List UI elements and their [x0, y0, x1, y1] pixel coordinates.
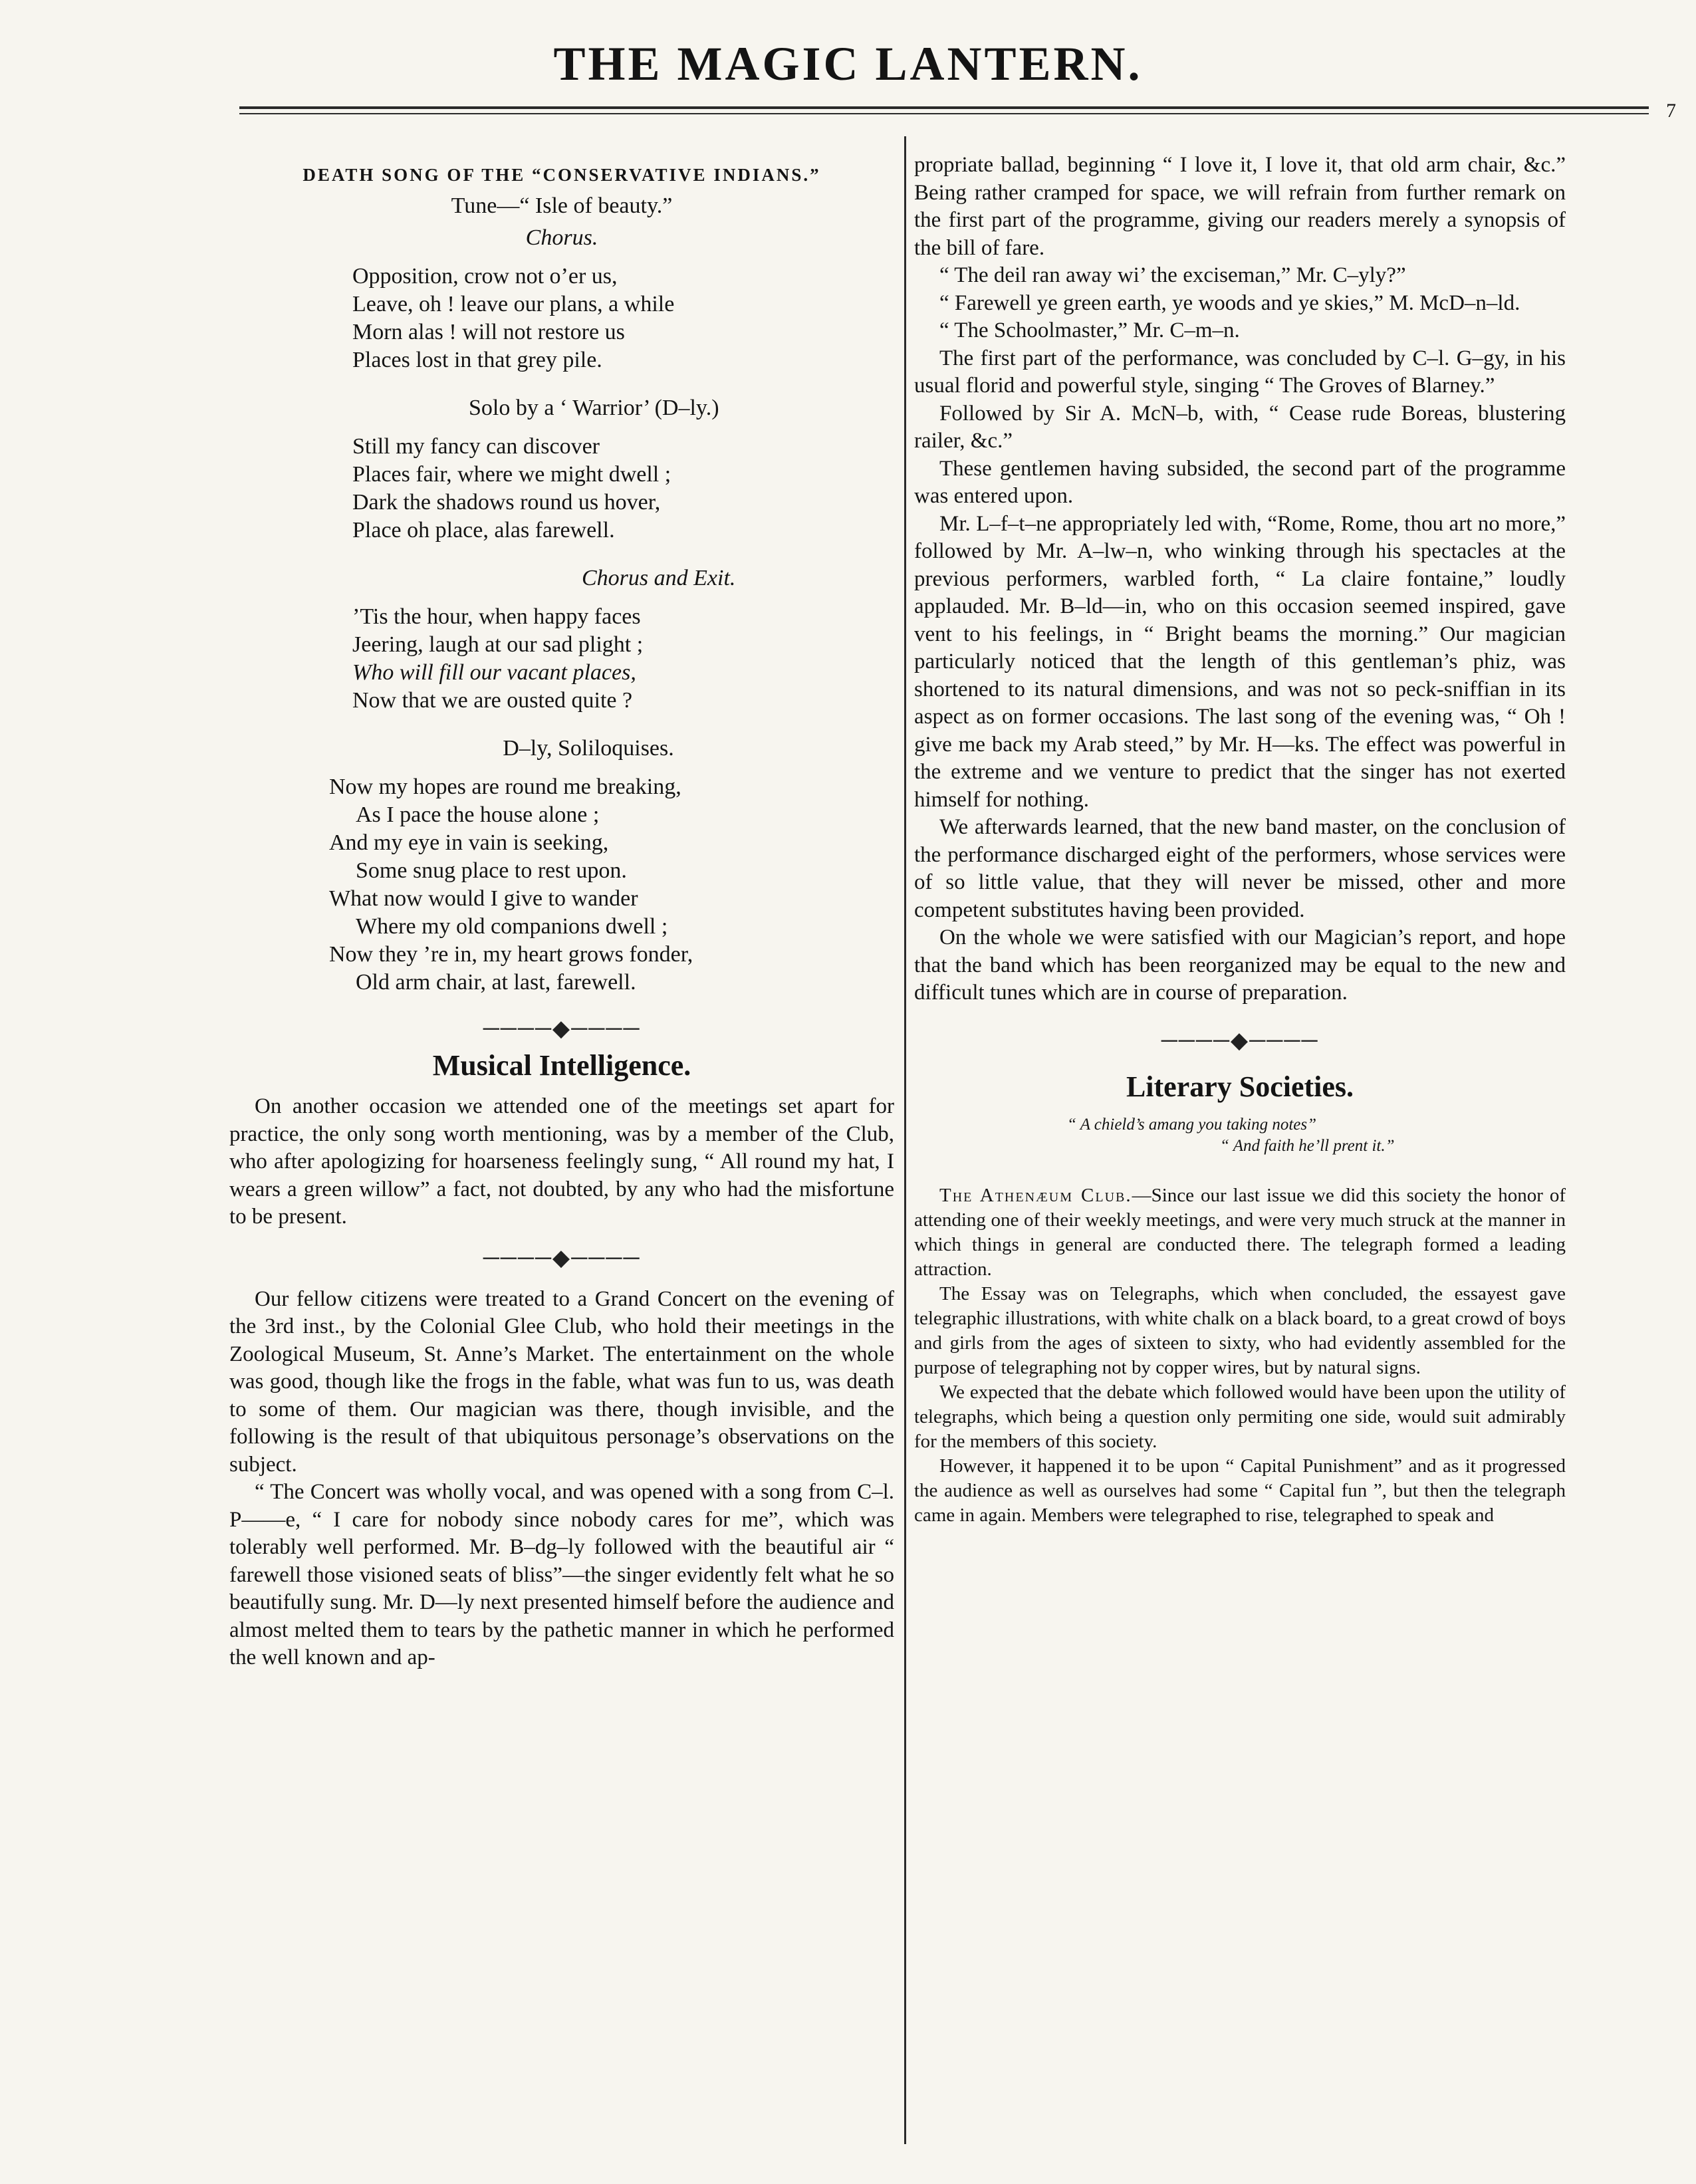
chorus-exit-heading: Chorus and Exit.: [582, 566, 736, 590]
verse-line: Places lost in that grey pile.: [352, 348, 602, 372]
section-ornament: ────◆────: [1161, 1028, 1319, 1053]
club-name: The Athenæum Club.: [939, 1184, 1132, 1206]
verse-line: Morn alas ! will not restore us: [352, 320, 625, 344]
section-ornament: ────◆────: [483, 1017, 641, 1041]
verse-line: Who will fill our vacant places,: [352, 660, 636, 685]
verse-line: What now would I give to wander: [329, 886, 638, 911]
article-paragraph: “ The Concert was wholly vocal, and was opened with a song from C–l. P——e, “ I care for nobody since nobody cares for me”, which was tolerably well performed. Mr. B–dg–ly followed with the beautiful air “ farewell those visioned seats of bliss”—the singer evidently felt what he so beautifully sung. Mr. D—ly next presented himself before the audience and almost melted them to tears by the pathetic manner in which he performed the well known and ap-: [229, 1480, 894, 1669]
song-tune: Tune—“ Isle of beauty.”: [451, 193, 673, 218]
verse-line: Places fair, where we might dwell ;: [352, 462, 671, 487]
epigraph: [1067, 1114, 1566, 1157]
verse-line: Where my old companions dwell ;: [356, 914, 668, 939]
masthead-title: THE MAGIC LANTERN.: [553, 37, 1143, 90]
chorus-stanza: [352, 263, 894, 374]
programme-item: “ The Schoolmaster,” Mr. C–m–n.: [939, 318, 1240, 342]
verse-line: Leave, oh ! leave our plans, a while: [352, 292, 675, 316]
masthead-rule-bottom: [239, 113, 1649, 114]
section-ornament: ────◆────: [483, 1245, 641, 1271]
left-column: [229, 152, 894, 1672]
article-paragraph: We afterwards learned, that the new band master, on the conclusion of the performance discharged eight of the performers, whose services were of so little value, that they will never be missed, other and more competent substitutes having been provided.: [914, 815, 1566, 922]
soliloquy-stanza: [329, 773, 894, 997]
article-paragraph: However, it happened it to be upon “ Capital Punishment” and as it progressed the audience as well as ourselves had some “ Capital fun ”, but then the telegraph came in again. Members were telegraphed to rise, telegraphed to speak and: [914, 1455, 1566, 1526]
article-paragraph: On another occasion we attended one of the meetings set apart for practice, the only song worth mentioning, was by a member of the Club, who after apologizing for hoarseness feelingly sung, “ All round my hat, I wears a green willow” a fact, not doubted, by any who had the misfortune to be present.: [229, 1094, 894, 1229]
verse-line: Place oh place, alas farewell.: [352, 518, 615, 543]
verse-line: Old arm chair, at last, farewell.: [356, 970, 636, 995]
article-paragraph: [914, 1183, 1566, 1282]
verse-line: Jeering, laugh at our sad plight ;: [352, 632, 644, 657]
verse-line: Now that we are ousted quite ?: [352, 688, 633, 713]
article-paragraph: Our fellow citizens were treated to a Grand Concert on the evening of the 3rd inst., by the Colonial Glee Club, who hold their meetings in the Zoological Museum, St. Anne’s Market. The entertainment on the whole was good, though like the frogs in the fable, what was fun to us, was death to some of them. Our magician was there, though invisible, and the following is the result of that ubiquitous personage’s observations on the subject.: [229, 1286, 894, 1477]
verse-line: Opposition, crow not o’er us,: [352, 264, 618, 289]
solo-stanza: [352, 433, 894, 545]
chorus-exit-stanza: [352, 603, 894, 715]
article-paragraph: Followed by Sir A. McN–b, with, “ Cease rude Boreas, blustering railer, &c.”: [914, 401, 1566, 453]
musical-intelligence-heading: Musical Intelligence.: [432, 1049, 691, 1082]
programme-item: “ Farewell ye green earth, ye woods and ye skies,” M. McD–n–ld.: [939, 291, 1520, 315]
literary-societies-heading: Literary Societies.: [1126, 1070, 1354, 1103]
verse-line: Still my fancy can discover: [352, 434, 600, 459]
verse-line: Now my hopes are round me breaking,: [329, 775, 681, 799]
verse-line: ’Tis the hour, when happy faces: [352, 604, 641, 629]
verse-line: Now they ’re in, my heart grows fonder,: [329, 942, 693, 967]
article-paragraph: propriate ballad, beginning “ I love it, I love it, that old arm chair, &c.” Being rather cramped for space, we will refrain from further remark on the first part of the programme, giving our readers merely a synopsis of the bill of fare.: [914, 153, 1566, 260]
masthead-rule-top: [239, 106, 1649, 109]
verse-line: Some snug place to rest upon.: [356, 858, 627, 883]
article-paragraph: These gentlemen having subsided, the second part of the programme was entered upon.: [914, 456, 1566, 508]
programme-item: “ The deil ran away wi’ the exciseman,” Mr. C–yly?”: [939, 263, 1406, 287]
solo-heading: Solo by a ‘ Warrior’ (D–ly.): [469, 396, 719, 420]
song-title: DEATH SONG OF THE “CONSERVATIVE INDIANS.”: [303, 165, 821, 185]
column-divider: [904, 136, 906, 2144]
right-column: [914, 152, 1566, 1528]
chorus-heading: Chorus.: [525, 225, 598, 250]
verse-line: As I pace the house alone ;: [356, 802, 600, 827]
soliloquy-heading: D–ly, Soliloquises.: [503, 736, 674, 761]
article-text: —Since our last issue we did this society the honor of attending one of their weekly meetings, and were very much struck at the manner in which things in general are conducted there. The telegraph formed a leading attraction.: [914, 1184, 1566, 1280]
article-paragraph: The first part of the performance, was concluded by C–l. G–gy, in his usual florid and powerful style, singing “ The Groves of Blarney.”: [914, 346, 1566, 398]
article-paragraph: The Essay was on Telegraphs, which when concluded, the essayest gave telegraphic illustrations, with white chalk on a black board, to a great crowd of boys and girls from the ages of sixteen to sixty, who had evidently assembled for the purpose of telegraphing not by copper wires, but by natural signs.: [914, 1282, 1566, 1378]
epigraph-line: “ A chield’s amang you taking notes”: [1067, 1115, 1316, 1134]
article-paragraph: Mr. L–f–t–ne appropriately led with, “Rome, Rome, thou art no more,” followed by Mr. A–lw–n, who winking through his spectacles at the previous performers, warbled forth, “ La claire fontaine,” loudly applauded. Mr. B–ld—in, who on this occasion seemed inspired, gave vent to his feelings, in “ Bright beams the morning.” Our magician particularly noticed that the length of this gentleman’s phiz, was shortened to its natural dimensions, and was not so peck-sniffian in its aspect as on former occasions. The last song of the evening was, “ Oh ! give me back my Arab steed,” by Mr. H––ks. The effect was powerful in the extreme and we venture to predict that the singer has not exerted himself for nothing.: [914, 511, 1566, 812]
article-paragraph: On the whole we were satisfied with our Magician’s report, and hope that the band which has been reorganized may be equal to the new and difficult tunes which are in course of preparation.: [914, 925, 1566, 1005]
verse-line: Dark the shadows round us hover,: [352, 490, 661, 515]
article-paragraph: We expected that the debate which followed would have been upon the utility of telegraphs, which being a question only permiting one side, would suit admirably for the members of this society.: [914, 1381, 1566, 1452]
page-mark: 7: [1666, 100, 1676, 122]
epigraph-line: “ And faith he’ll prent it.”: [1220, 1136, 1395, 1155]
verse-line: And my eye in vain is seeking,: [329, 830, 609, 855]
